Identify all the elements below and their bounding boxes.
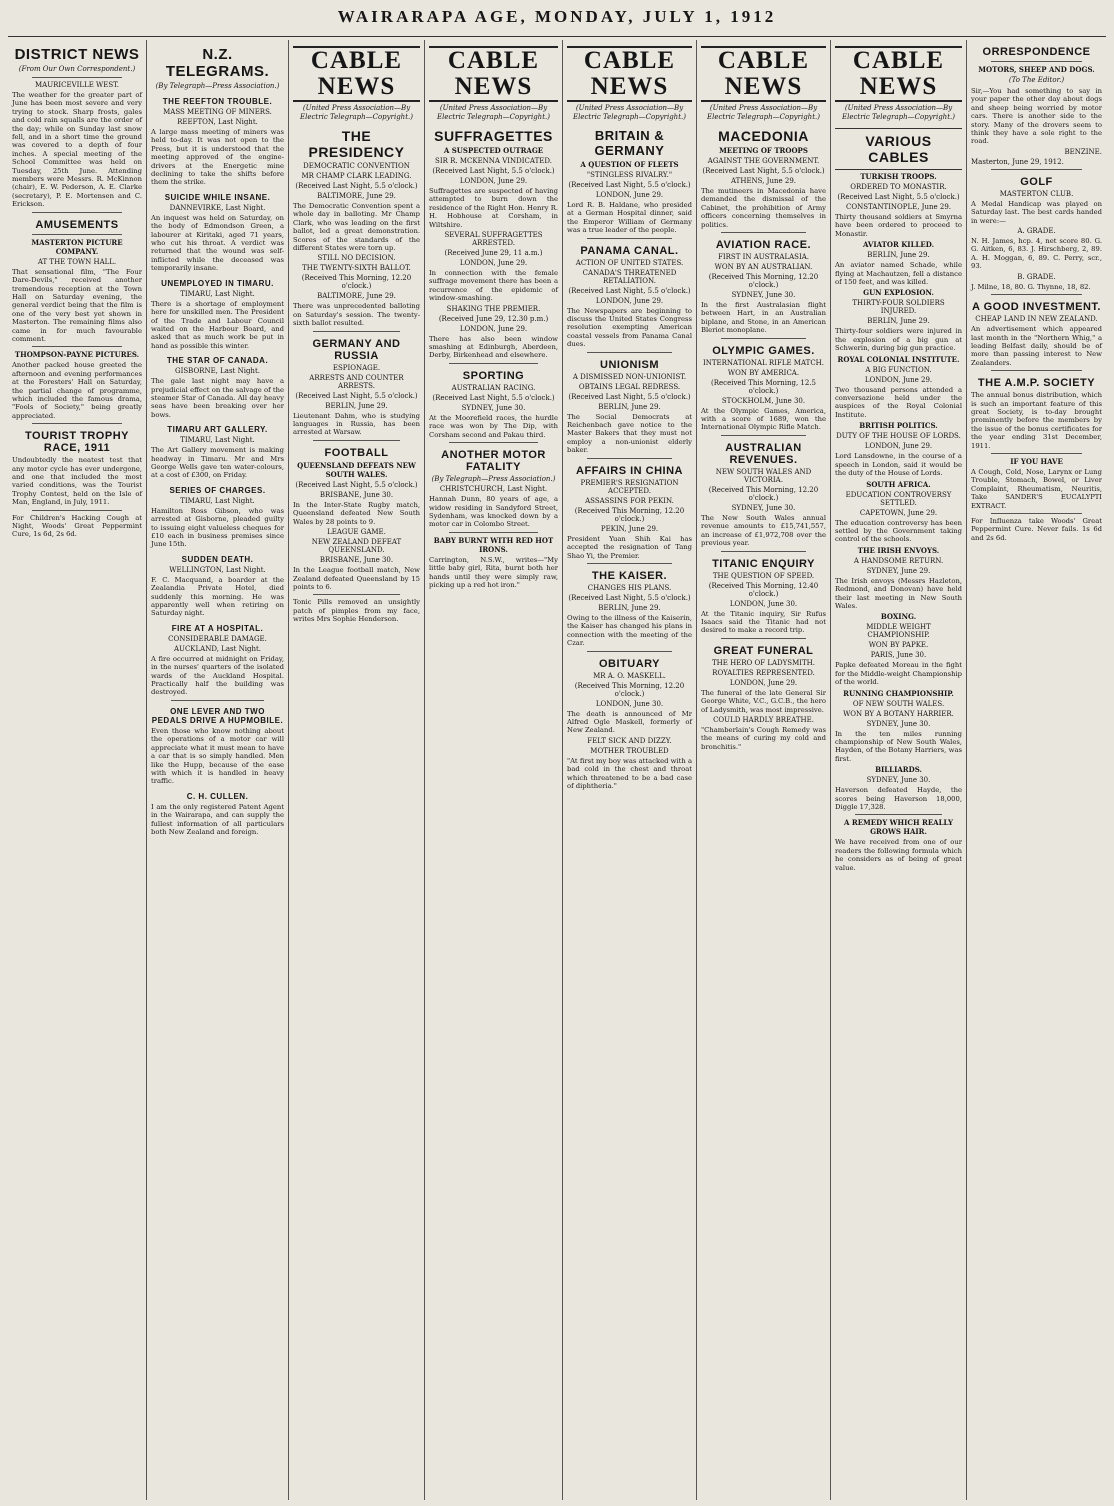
dateline: TIMARU, Last Night. bbox=[180, 436, 255, 445]
section-title: AMUSEMENTS bbox=[35, 218, 119, 231]
dateline: WELLINGTON, Last Night. bbox=[169, 565, 266, 574]
kicker: "STINGLESS RIVALRY." bbox=[586, 171, 673, 179]
received-line: (Received This Morning, 12.20 o'clock.) bbox=[574, 506, 685, 523]
section-title: C. H. CULLEN. bbox=[186, 791, 249, 801]
dateline: SYDNEY, June 30. bbox=[461, 403, 526, 412]
kicker: OF NEW SOUTH WALES. bbox=[852, 699, 945, 708]
article-body: Undoubtedly the neatest test that any motor cycle has ever undergone, and one that included the most varied conditions, was the Tourist Trophy Contest, held on the Isle of Man, England, in July, 1911. bbox=[12, 456, 142, 507]
dateline: SYDNEY, June 30. bbox=[866, 776, 931, 785]
column-heading: CABLE NEWS bbox=[701, 46, 826, 102]
article-body: I am the only registered Patent Agent in the Wairarapa, and can supply the fullest information of all particulars both New Zealand and foreign. bbox=[151, 802, 284, 836]
section-title: IF YOU HAVE bbox=[1010, 456, 1063, 466]
section-title: THE REEFTON TROUBLE. bbox=[162, 97, 273, 106]
received-line: (Received Last Night, 5.5 o'clock.) bbox=[568, 392, 691, 401]
column-nz-telegrams bbox=[146, 40, 288, 1500]
kicker: RUNNING CHAMPIONSHIP. bbox=[843, 688, 954, 698]
section-title: TIMARU ART GALLERY. bbox=[167, 425, 268, 435]
divider bbox=[32, 423, 122, 424]
kicker: A DISMISSED NON-UNIONIST. bbox=[572, 372, 687, 381]
section-title: TOURIST TROPHY RACE, 1911 bbox=[25, 430, 129, 455]
divider bbox=[721, 435, 806, 436]
dateline: LONDON, June 29. bbox=[729, 678, 798, 687]
divider bbox=[32, 510, 122, 511]
kicker: GUN EXPLOSION. bbox=[863, 288, 934, 298]
column-heading: CABLE NEWS bbox=[835, 46, 962, 102]
dateline: SYDNEY, June 30. bbox=[866, 719, 931, 728]
article-body: An aviator named Schade, while flying at Machautzen, fell a distance of 150 feet, and was killed. bbox=[835, 261, 962, 287]
received-line: (Received Last Night, 5.5 o'clock.) bbox=[702, 167, 825, 175]
divider bbox=[587, 563, 672, 564]
received-line: (Received June 29, 11 a.m.) bbox=[444, 249, 543, 258]
received-line: (Received This Morning, 12.20 o'clock.) bbox=[708, 485, 819, 502]
byline: (By Telegraph—Press Association.) bbox=[155, 82, 280, 90]
column-heading: CABLE NEWS bbox=[429, 46, 558, 102]
kicker: DUTY OF THE HOUSE OF LORDS. bbox=[836, 432, 961, 441]
column-heading: DISTRICT NEWS bbox=[14, 46, 140, 63]
kicker: COULD HARDLY BREATHE. bbox=[713, 715, 814, 724]
article-body: The Irish envoys (Messrs Hazleton, Redmond, and Donovan) have held their last meeting in New South Wales. bbox=[835, 576, 962, 610]
article-body: At the Olympic Games, America, with a score of 1689, won the International Olympic Rifle Match. bbox=[701, 406, 826, 432]
article-body: Two thousand persons attended a conversazione held under the auspices of the Royal Colonial Institute. bbox=[835, 385, 962, 419]
article-body: The New South Wales annual revenue amounts to £15,741,557, an increase of £1,972,708 over the previous year. bbox=[701, 513, 826, 548]
divider bbox=[449, 442, 538, 443]
kicker: (By Telegraph—Press Association.) bbox=[431, 475, 556, 484]
received-line: (Received June 29, 12.30 p.m.) bbox=[438, 314, 549, 323]
kicker: MIDDLE WEIGHT CHAMPIONSHIP. bbox=[866, 623, 931, 640]
divider bbox=[855, 814, 942, 815]
article-body: A Medal Handicap was played on Saturday last. The best cards handed in were:— bbox=[971, 199, 1102, 225]
kicker: A. GRADE. bbox=[1017, 227, 1056, 236]
section-title: MACEDONIA bbox=[718, 128, 809, 144]
dateline: LONDON, June 29. bbox=[864, 442, 933, 451]
divider bbox=[32, 234, 122, 235]
masthead bbox=[0, 0, 1114, 36]
kicker: AT THE TOWN HALL. bbox=[37, 257, 117, 266]
dateline: BALTIMORE, June 29. bbox=[317, 192, 396, 200]
kicker: SOUTH AFRICA. bbox=[866, 479, 931, 489]
received-line: (Received This Morning, 12.40 o'clock.) bbox=[708, 581, 819, 598]
kicker: SIR R. MCKENNA VINDICATED. bbox=[435, 157, 552, 165]
dateline: DANNEVIRKE, Last Night. bbox=[169, 203, 266, 212]
kicker: MASS MEETING OF MINERS. bbox=[163, 108, 272, 116]
kicker: ORDERED TO MONASTIR. bbox=[850, 183, 947, 191]
byline: (To The Editor.) bbox=[1008, 76, 1065, 84]
section-title: MAURICEVILLE WEST. bbox=[34, 81, 120, 89]
section-title: BRITAIN & GERMANY bbox=[594, 128, 665, 158]
article-body: At the Moorefield races, the hurdle race was won by The Dip, with Corsham second and Pakau third. bbox=[429, 413, 558, 439]
kicker: WON BY AN AUSTRALIAN. bbox=[714, 263, 813, 272]
masthead-rule bbox=[8, 36, 1106, 37]
section-title: UNIONISM bbox=[600, 358, 659, 371]
kicker: ROYALTIES REPRESENTED. bbox=[712, 668, 815, 677]
kicker: CONSIDERABLE DAMAGE. bbox=[168, 634, 267, 643]
byline: (United Press Association—By Electric Telegraph—Copyright.) bbox=[842, 104, 955, 121]
kicker: PREMIER'S RESIGNATION ACCEPTED. bbox=[580, 478, 679, 495]
kicker: THE HERO OF LADYSMITH. bbox=[711, 658, 816, 667]
section-title: ANOTHER MOTOR FATALITY bbox=[441, 449, 546, 474]
kicker: DEMOCRATIC CONVENTION bbox=[303, 162, 410, 170]
kicker: AGAINST THE GOVERNMENT. bbox=[707, 157, 820, 165]
kicker: A HANDSOME RETURN. bbox=[853, 556, 944, 565]
section-title: SUDDEN DEATH. bbox=[181, 554, 254, 564]
received-line: (Received Last Night, 5.5 o'clock.) bbox=[568, 286, 691, 295]
section-title: GERMANY AND RUSSIA bbox=[312, 337, 401, 362]
column-cable-news-presidency bbox=[288, 40, 424, 1500]
dateline: PEKIN, June 29. bbox=[600, 524, 659, 533]
dateline: LONDON, June 29. bbox=[459, 324, 528, 333]
dateline: SYDNEY, June 30. bbox=[731, 291, 796, 300]
received-line: (Received Last Night, 5.5 o'clock.) bbox=[432, 167, 555, 175]
article-body: The gale last night may have a prejudicial effect on the salvage of the steamer Star of Canada. All day heavy seas have been breaking over her bows. bbox=[151, 377, 284, 419]
section-title: GOLF bbox=[1020, 175, 1053, 188]
article-body: In the first Australasian flight between Hart, in an Australian biplane, and Stone, in an American Bleriot monoplane. bbox=[701, 301, 826, 335]
dateline: LONDON, June 29. bbox=[459, 177, 528, 185]
article-body: "Chamberlain's Cough Remedy was the means of curing my cold and bronchitis." bbox=[701, 725, 826, 751]
kicker: CHANGES HIS PLANS. bbox=[587, 583, 672, 592]
dateline: BERLIN, June 29. bbox=[867, 317, 930, 326]
article-body: A Cough, Cold, Nose, Larynx or Lung Trouble, Stomach, Bowel, or Liver Complaint, Rheumatism, Neuritis, Take SANDER'S EUCALYPTI EXTRACT. bbox=[971, 467, 1102, 510]
received-line: (Received Last Night, 5.5 o'clock.) bbox=[432, 393, 555, 402]
divider bbox=[587, 238, 672, 239]
byline: (From Our Own Correspondent.) bbox=[18, 65, 136, 73]
article-body: The funeral of the late General Sir George White, V.C., G.C.B., the hero of Ladysmith, was most impressive. bbox=[701, 688, 826, 714]
byline: (United Press Association—By Electric Telegraph—Copyright.) bbox=[573, 104, 686, 121]
section-title: SPORTING bbox=[462, 369, 525, 382]
article-body: The mutineers in Macedonia have demanded the dismissal of the Cabinet, the prohibition of Army officers concerning themselves in politics. bbox=[701, 187, 826, 229]
kicker: A QUESTION OF FLEETS bbox=[580, 160, 679, 169]
section-title: ONE LEVER AND TWO PEDALS DRIVE A HUPMOBILE. bbox=[151, 706, 284, 725]
received-line: (Received Last Night, 5.5 o'clock.) bbox=[295, 182, 418, 190]
kicker: CANADA'S THREATENED RETALIATION. bbox=[582, 268, 677, 285]
article-body: Thirty thousand soldiers at Smyrna have been ordered to proceed to Monastir. bbox=[835, 213, 962, 238]
section-title: MOTORS, SHEEP AND DOGS. bbox=[978, 65, 1095, 74]
dateline: CONSTANTINOPLE, June 29. bbox=[845, 203, 952, 211]
divider bbox=[991, 169, 1082, 170]
divider bbox=[991, 370, 1082, 371]
kicker: BOXING. bbox=[880, 612, 917, 622]
article-body: In the Inter-State Rugby match, Queensland defeated New South Wales by 28 points to 9. bbox=[293, 500, 420, 526]
article-body: The weather for the greater part of June has been most severe and very trying to stock. Sharp frosts, gales and cold rain squalls are the order of the day; while on Sunday last snow fell, and in a short time the ground was covered to a depth of four inches. A special meeting of the School Committee was held on Tuesday, 25th June. Attending members were Messrs. R. McKinnon (chair), E. W. Pederson, A. E. Clarke (secretary), P. E. Mortensen and C. Erickson. bbox=[12, 91, 142, 209]
dateline: TIMARU, Last Night. bbox=[180, 289, 255, 298]
kicker: ROYAL COLONIAL INSTITUTE. bbox=[837, 354, 960, 364]
dateline: BERLIN, June 29. bbox=[598, 603, 661, 612]
kicker: AVIATOR KILLED. bbox=[862, 240, 935, 250]
byline: (United Press Association—By Electric Telegraph—Copyright.) bbox=[300, 104, 413, 121]
dateline: CHRISTCHURCH, Last Night. bbox=[439, 485, 548, 494]
article-body: Another packed house greeted the afternoon and evening performances at the Foresters' Hall on Saturday, the partial change of programme, which included the famous drama, "Fools of Society," being greatly appreciated. bbox=[12, 361, 142, 420]
kicker: WON BY AMERICA. bbox=[727, 368, 800, 377]
dateline: BALTIMORE, June 29. bbox=[317, 292, 396, 301]
kicker: ESPIONAGE. bbox=[332, 363, 381, 372]
section-title: MASTERTON PICTURE COMPANY. bbox=[31, 237, 123, 256]
kicker: WON BY A BOTANY HARRIER. bbox=[843, 709, 954, 718]
divider bbox=[313, 594, 400, 595]
section-title: A REMEDY WHICH REALLY GROWS HAIR. bbox=[844, 818, 953, 837]
divider bbox=[991, 61, 1082, 62]
dateline: GISBORNE, Last Night. bbox=[175, 367, 260, 376]
dateline: Masterton, June 29, 1912. bbox=[971, 157, 1064, 166]
kicker: THE IRISH ENVOYS. bbox=[857, 545, 940, 555]
section-title: SERIES OF CHARGES. bbox=[169, 485, 266, 495]
dateline: LONDON, June 29. bbox=[595, 296, 664, 305]
kicker: INTERNATIONAL RIFLE MATCH. bbox=[702, 358, 825, 367]
kicker: THE QUESTION OF SPEED. bbox=[712, 571, 815, 580]
received-line: (Received Last Night, 5.5 o'clock.) bbox=[837, 193, 960, 201]
section-title: MOTHER TROUBLED bbox=[590, 746, 669, 755]
section-title: THE STAR OF CANADA. bbox=[166, 356, 269, 366]
column-heading: N.Z. TELEGRAMS. bbox=[165, 46, 270, 80]
article-body: The death is announced of Mr Alfred Ogle Maskell, formerly of New Zealand. bbox=[567, 709, 692, 735]
kicker: CHEAP LAND IN NEW ZEALAND. bbox=[975, 315, 1098, 324]
divider bbox=[721, 338, 806, 339]
divider bbox=[991, 513, 1082, 514]
divider bbox=[587, 458, 672, 459]
section-title: AUSTRALIAN REVENUES. bbox=[725, 441, 802, 466]
dateline: BRISBANE, June 30. bbox=[319, 490, 394, 499]
masthead-title: WAIRARAPA AGE, MONDAY, JULY 1, 1912 bbox=[337, 7, 777, 26]
article-body: There is a shortage of employment here for unskilled men. The President of the Trade and Labour Council waited on the Harbour Board, and asked that as much work be put in hand as possible this winter. bbox=[151, 299, 284, 350]
article-body: Suffragettes are suspected of having attempted to burn down the residence of the Right Hon. Henry R. H. Hobhouse at Corsham, in Wiltshire. bbox=[429, 187, 558, 229]
article-body: N. H. James, hcp. 4, net score 80. G. G. Aitken, 6, 83. J. Hirschberg, 2, 89. A. H. Moggan, 6, 89. C. Perry, scr., 93. bbox=[971, 237, 1102, 271]
section-title: OBITUARY bbox=[598, 657, 661, 670]
divider bbox=[721, 551, 806, 552]
kicker: AUSTRALIAN RACING. bbox=[451, 383, 536, 392]
article-body: Carrington, N.S.W., writes—"My little baby girl, Rita, burnt both her hands until they were simply raw, picking up a red hot iron." bbox=[429, 555, 558, 589]
kicker: THIRTY-FOUR SOLDIERS INJURED. bbox=[852, 299, 945, 316]
kicker: WON BY PAPKE. bbox=[868, 641, 929, 650]
dateline: LONDON, June 29. bbox=[459, 259, 528, 268]
article-body: The education controversy has been settled by the Government taking control of the schools. bbox=[835, 518, 962, 544]
article-body: Lord Lansdowne, in the course of a speech in London, said it would be the duty of the House of Lords. bbox=[835, 452, 962, 478]
column-district-news bbox=[8, 40, 146, 1500]
kicker: MEETING OF TROOPS bbox=[719, 146, 808, 155]
divider bbox=[313, 331, 400, 332]
section-title: GREAT FUNERAL bbox=[713, 644, 814, 657]
kicker: ACTION OF UNITED STATES. bbox=[575, 258, 684, 267]
dateline: REEFTON, Last Night. bbox=[177, 118, 258, 126]
section-title: AFFAIRS IN CHINA bbox=[576, 464, 683, 477]
section-title: THE KAISER. bbox=[591, 569, 668, 582]
section-title: TITANIC ENQUIRY bbox=[712, 557, 815, 570]
divider bbox=[587, 352, 672, 353]
section-title: UNEMPLOYED IN TIMARU. bbox=[161, 278, 274, 288]
section-title: BABY BURNT WITH RED HOT IRONS. bbox=[433, 535, 554, 554]
article-body: J. Milne, 18, 80. G. Thynne, 18, 82. bbox=[971, 282, 1091, 291]
article-body: The Newspapers are beginning to discuss the United States Congress resolution exempting American coastal vessels from Panama Canal dues. bbox=[567, 306, 692, 349]
article-body: The annual bonus distribution, which is such an important feature of this great Society, is to-day brought prominently before the members by the issue of the bonus certificates for the year ending 31st December, 1911. bbox=[971, 391, 1102, 450]
received-line: (Received This Morning, 12.20 o'clock.) bbox=[574, 681, 685, 698]
article-body: Thirty-four soldiers were injured in the explosion of a big gun at Schwerin, during big gun practice. bbox=[835, 327, 962, 353]
dateline: BRISBANE, June 30. bbox=[319, 556, 394, 565]
column-cable-news-macedonia bbox=[696, 40, 830, 1500]
kicker: B. GRADE. bbox=[1017, 272, 1056, 281]
column-cable-news-suffragettes bbox=[424, 40, 562, 1500]
received-line: (Received Last Night, 5.5 o'clock.) bbox=[568, 593, 691, 602]
dateline: LONDON, June 29. bbox=[595, 191, 664, 199]
kicker: SEVERAL SUFFRAGETTES ARRESTED. bbox=[444, 231, 543, 248]
article-body: Owing to the illness of the Kaiserin, the Kaiser has changed his plans in connection with the meeting of the Czar. bbox=[567, 613, 692, 648]
byline: (United Press Association—By Electric Telegraph—Copyright.) bbox=[437, 104, 550, 121]
column-heading: CABLE NEWS bbox=[567, 46, 692, 102]
article-body: Tonic Pills removed an unsightly patch of pimples from my face, writes Mrs Sophie Henderson. bbox=[293, 598, 420, 624]
divider bbox=[32, 346, 122, 347]
article-body: Even those who know nothing about the operations of a motor car will appreciate what it must mean to have a car that is so simply handled. Men like the Hupp, because of the ease with which it is handled in heavy traffic. bbox=[151, 726, 284, 786]
kicker: MR A. O. MASKELL. bbox=[593, 671, 666, 680]
section-title: THE A.M.P. SOCIETY bbox=[977, 377, 1096, 390]
article-body: Sir,—You had something to say in your paper the other day about dogs and sheep being worried by motor cars. There is another side to the story. Many of the drovers seem to think they have a sole right to the road. bbox=[971, 87, 1102, 146]
section-title: PANAMA CANAL. bbox=[580, 244, 679, 257]
kicker: NEW ZEALAND DEFEAT QUEENSLAND. bbox=[311, 538, 402, 555]
divider bbox=[171, 700, 264, 701]
section-title: FOOTBALL bbox=[324, 446, 389, 459]
divider bbox=[721, 232, 806, 233]
dateline: AUCKLAND, Last Night. bbox=[173, 644, 262, 653]
section-title: VARIOUS CABLES bbox=[835, 128, 962, 170]
dateline: STOCKHOLM, June 30. bbox=[721, 396, 806, 405]
kicker: BRITISH POLITICS. bbox=[859, 421, 938, 431]
section-title: THOMPSON-PAYNE PICTURES. bbox=[14, 350, 140, 360]
article-body: The Social Democrats at Reichenbach gave notice to the Master Bakers that they must not employ a non-unionist elderly baker. bbox=[567, 412, 692, 455]
article-body: The Democratic Convention spent a whole day in balloting. Mr Champ Clark, who was leading on the first ballot, led a great demonstration. Scores of the standards of the different States were torn up. bbox=[293, 202, 420, 253]
dateline: BERLIN, June 29. bbox=[325, 401, 388, 410]
kicker: MASTERTON CLUB. bbox=[999, 189, 1074, 198]
received-line: (Received This Morning, 12.5 o'clock.) bbox=[711, 378, 816, 395]
article-body: Lieutenant Dahm, who is studying languages in Russia, has been arrested at Warsaw. bbox=[293, 411, 420, 437]
article-body: Haverson defeated Hayde, the scores being Haverson 18,000, Diggle 17,328. bbox=[835, 786, 962, 811]
dateline: CAPETOWN, June 29. bbox=[859, 508, 938, 517]
divider bbox=[449, 532, 538, 533]
section-title: A GOOD INVESTMENT. bbox=[972, 301, 1101, 314]
dateline: LONDON, June 30. bbox=[729, 599, 798, 608]
kicker: TURKISH TROOPS. bbox=[860, 172, 937, 181]
divider bbox=[991, 453, 1082, 454]
section-title: AVIATION RACE. bbox=[715, 239, 812, 252]
kicker: ARRESTS AND COUNTER ARRESTS. bbox=[309, 373, 404, 390]
dateline: SYDNEY, June 29. bbox=[866, 566, 931, 575]
article-body: There has also been window smashing at Edinburgh, Aberdeen, Derby, Birkenhead and elsewhere. bbox=[429, 334, 558, 360]
byline: (United Press Association—By Electric Telegraph—Copyright.) bbox=[707, 104, 820, 121]
section-title: SUFFRAGETTES bbox=[434, 128, 553, 144]
article-body: We have received from one of our readers the following formula which he considers as of being of great value. bbox=[835, 838, 962, 872]
article-body: Hamilton Ross Gibson, who was arrested at Gisborne, pleaded guilty to issuing eight valueless cheques for £10 each in business premises since June 15th. bbox=[151, 506, 284, 549]
kicker: A SUSPECTED OUTRAGE bbox=[443, 146, 544, 155]
received-line: (Received This Morning, 12.20 o'clock.) bbox=[708, 273, 819, 290]
kicker: STILL NO DECISION. bbox=[317, 254, 396, 263]
dateline: LONDON, June 29. bbox=[864, 375, 933, 384]
advertisement: For Children's Hacking Cough at Night, Woods' Great Peppermint Cure, 1s 6d, 2s 6d. bbox=[12, 513, 142, 539]
divider bbox=[587, 651, 672, 652]
divider bbox=[721, 638, 806, 639]
article-body: An inquest was held on Saturday, on the body of Edmondson Green, a labourer at Kiritaki, aged 71 years, who cut his throat. A verdict was returned that the wound was self-inflicted while the deceased was temporarily insane. bbox=[151, 213, 284, 273]
section-title: OLYMPIC GAMES. bbox=[712, 344, 815, 357]
divider bbox=[991, 294, 1082, 295]
received-line: (Received Last Night, 5.5 o'clock.) bbox=[295, 391, 418, 400]
article-body: In the ten miles running championship of New South Wales, Hayden, of the Botany Harriers, was first. bbox=[835, 729, 962, 763]
article-body: The Art Gallery movement is making headway in Timaru. Mr and Mrs George Wells gave ten water-colours, at a cost of £300, on Friday. bbox=[151, 446, 284, 480]
article-body: "At first my boy was attacked with a bad cold in the chest and throat which threatened to be a bad case of diphtheria." bbox=[567, 756, 692, 790]
column-cable-news-britain bbox=[562, 40, 696, 1500]
kicker: FIRST IN AUSTRALASIA. bbox=[718, 253, 809, 262]
advertisement: For Influenza take Woods' Great Peppermint Cure. Never fails. 1s 6d and 2s 6d. bbox=[971, 517, 1102, 542]
article-body: In the League football match, New Zealand defeated Queensland by 15 points to 6. bbox=[293, 566, 420, 591]
kicker: THE TWENTY-SIXTH BALLOT. bbox=[302, 264, 411, 273]
kicker: NEW SOUTH WALES AND VICTORIA. bbox=[715, 467, 812, 484]
received-line: (Received Last Night, 5.5 o'clock.) bbox=[295, 480, 418, 489]
signature: BENZINE. bbox=[1064, 147, 1102, 156]
article-body: Hannah Dunn, 80 years of age, a widow residing in Sandyford Street, Sydenham, was knocked down by a motor car in Colombo Street. bbox=[429, 495, 558, 529]
dateline: ATHENS, June 29. bbox=[731, 177, 796, 185]
divider bbox=[313, 440, 400, 441]
section-title: FELT SICK AND DIZZY. bbox=[587, 736, 672, 745]
section-title: SUICIDE WHILE INSANE. bbox=[164, 192, 271, 202]
dateline: PARIS, June 30. bbox=[870, 651, 927, 660]
article-body: An advertisement which appeared last month in the "Northern Whig," a leading Belfast daily, should be of more than passing interest to New Zealanders. bbox=[971, 325, 1102, 367]
column-heading: ORRESPONDENCE bbox=[982, 46, 1091, 58]
article-body: Lord R. B. Haldane, who presided at a German Hospital dinner, said the Emperor William of Germany was a true leader of the people. bbox=[567, 201, 692, 235]
article-body: President Yuan Shih Kai has accepted the resignation of Tang Shao Yi, the Premier. bbox=[567, 534, 692, 560]
kicker: MR CHAMP CLARK LEADING. bbox=[301, 172, 412, 180]
kicker: A BIG FUNCTION. bbox=[865, 365, 932, 374]
article-body: That sensational film, "The Four Dare-Devils," received another tremendous reception at the Town Hall on Saturday evening, the general verdict being that the film is one of the very best yet shown in Masterton. The remaining films also came in for much favourable comment. bbox=[12, 267, 142, 343]
kicker: BILLIARDS. bbox=[875, 765, 922, 775]
column-cable-news-various bbox=[830, 40, 966, 1500]
section-title: THE PRESIDENCY bbox=[308, 128, 405, 160]
article-body: A large mass meeting of miners was held to-day. It was not open to the Press, but it is understood that the meeting approved of the engine-drivers at the Energetic mine declining to take the shifts before them the strike. bbox=[151, 128, 284, 187]
received-line: (Received This Morning, 12.20 o'clock.) bbox=[301, 274, 412, 291]
article-body: There was unprecedented balloting on Saturday's session. The twenty-sixth ballot resulted. bbox=[293, 302, 420, 328]
column-correspondence bbox=[966, 40, 1106, 1500]
divider bbox=[449, 363, 538, 364]
kicker: LEAGUE GAME. bbox=[327, 528, 386, 537]
kicker: SHAKING THE PREMIER. bbox=[446, 304, 541, 313]
dateline: LONDON, June 30. bbox=[595, 699, 664, 708]
column-heading: CABLE NEWS bbox=[293, 46, 420, 102]
kicker: OBTAINS LEGAL REDRESS. bbox=[578, 382, 681, 391]
kicker: ASSASSINS FOR PEKIN. bbox=[585, 496, 674, 505]
divider bbox=[32, 212, 122, 213]
dateline: SYDNEY, June 30. bbox=[731, 503, 796, 512]
article-body: A fire occurred at midnight on Friday, in the nurses' quarters of the isolated wards of the Auckland Hospital. Practically half the building was destroyed. bbox=[151, 654, 284, 697]
article-body: At the Titanic inquiry, Sir Rufus Isaacs said the Titanic had not desired to make a record trip. bbox=[701, 609, 826, 635]
kicker: QUEENSLAND DEFEATS NEW SOUTH WALES. bbox=[297, 460, 416, 479]
dateline: BERLIN, June 29. bbox=[598, 402, 661, 411]
dateline: BERLIN, June 29. bbox=[867, 251, 930, 260]
divider bbox=[32, 77, 122, 78]
article-body: In connection with the female suffrage movement there has been a recurrence of the epidemic of window-smashing. bbox=[429, 269, 558, 303]
received-line: (Received Last Night, 5.5 o'clock.) bbox=[568, 181, 691, 189]
article-body: F. C. Macquand, a boarder at the Zealandia Private Hotel, died suddenly this morning. He was apparently well when retiring on Saturday night. bbox=[151, 575, 284, 618]
article-body: Papke defeated Moreau in the fight for the Middle-weight Championship of the world. bbox=[835, 661, 962, 687]
dateline: TIMARU, Last Night. bbox=[180, 496, 255, 505]
kicker: EDUCATION CONTROVERSY SETTLED. bbox=[845, 490, 952, 507]
section-title: FIRE AT A HOSPITAL. bbox=[171, 623, 264, 633]
